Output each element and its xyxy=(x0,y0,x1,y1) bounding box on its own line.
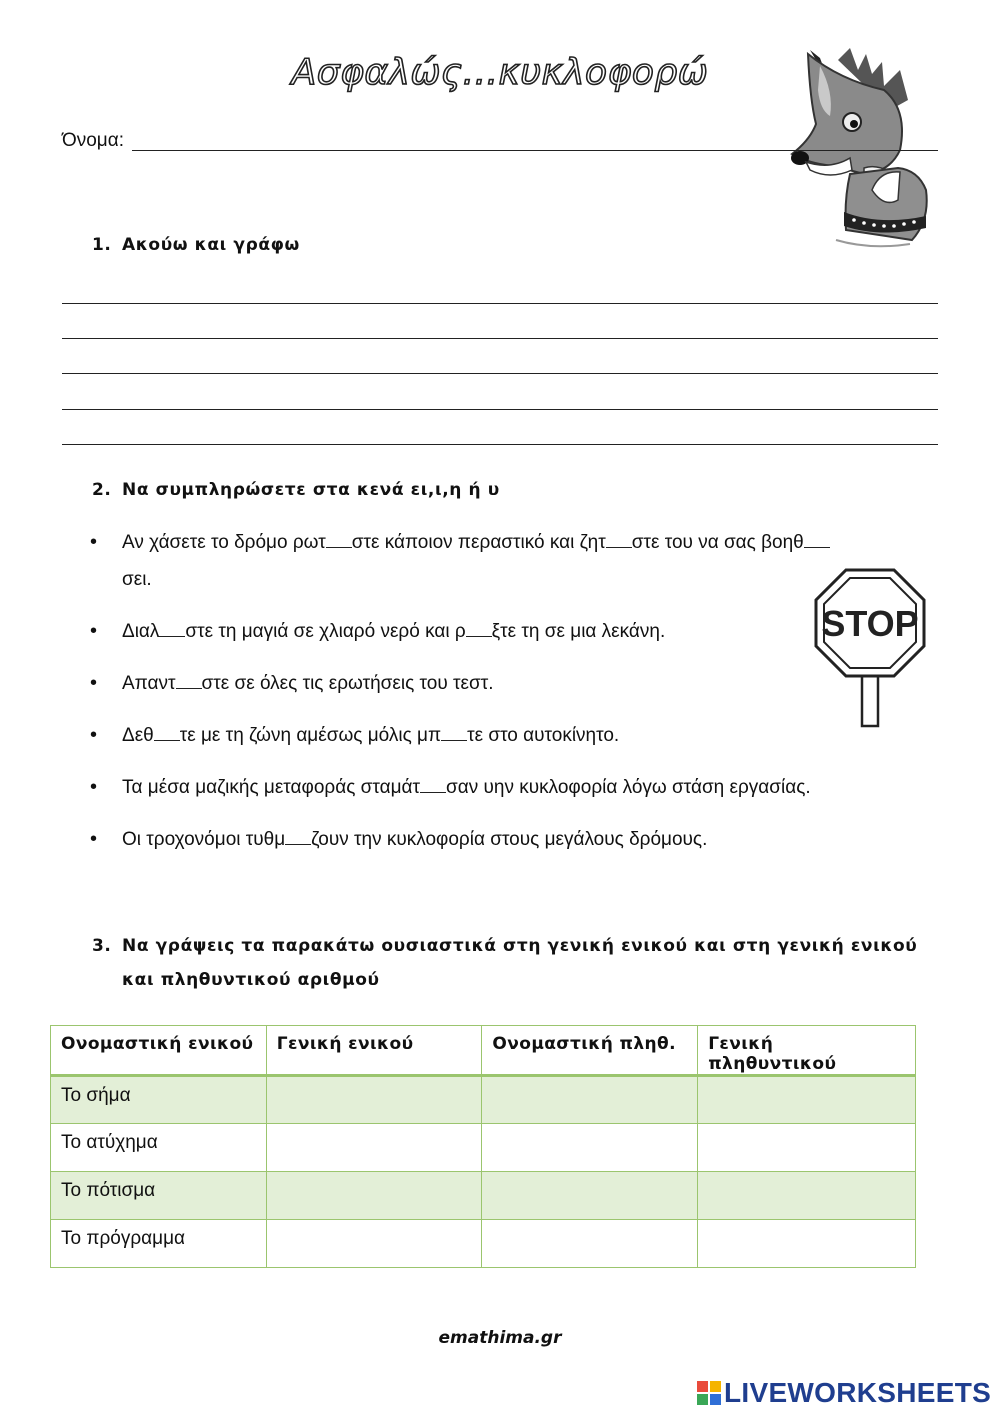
blank-gap[interactable] xyxy=(326,531,352,548)
brand-text: LIVEWORKSHEETS xyxy=(724,1377,992,1408)
list-item: • Δεθ τε με τη ζώνη αμέσως μόλις μπ τε στο αυτοκίνητο. xyxy=(90,717,930,754)
worksheet-title: Ασφαλώς...κυκλοφορώ xyxy=(291,52,709,93)
answer-cell[interactable] xyxy=(482,1220,698,1268)
table-row xyxy=(51,1172,916,1220)
fill-in-list xyxy=(90,524,930,858)
name-label: Όνομα: xyxy=(62,130,124,151)
nouns-table xyxy=(50,1025,916,1268)
table-header-row xyxy=(51,1026,916,1076)
answer-cell[interactable] xyxy=(482,1124,698,1172)
answer-cell[interactable] xyxy=(482,1076,698,1124)
column-header: Ονομαστική πληθ. xyxy=(482,1026,698,1076)
list-item: • Διαλ στε τη μαγιά σε χλιαρό νερό και ρ ξτε τη σε μια λεκάνη. xyxy=(90,613,930,650)
answer-cell[interactable] xyxy=(698,1124,916,1172)
stop-sign-text: STOP xyxy=(821,603,919,644)
list-item: • Οι τροχονόμοι τυθμ ζουν την κυκλοφορία στους μεγάλους δρόμους. xyxy=(90,821,930,858)
fox-illustration xyxy=(780,40,940,252)
noun-cell: Το σήμα xyxy=(51,1076,267,1124)
column-header: Ονομαστική ενικού xyxy=(51,1026,267,1076)
blank-gap[interactable] xyxy=(285,828,311,845)
footer-site: emathima.gr xyxy=(438,1328,562,1348)
writing-line[interactable] xyxy=(62,409,938,410)
section1-heading xyxy=(92,235,300,255)
noun-cell: Το πότισμα xyxy=(51,1172,267,1220)
section2-heading xyxy=(92,480,500,500)
list-item: • Αν χάσετε το δρόμο ρωτ στε κάποιον περαστικό και ζητ στε του να σας βοηθσει. xyxy=(90,524,858,598)
list-item: • Τα μέσα μαζικής μεταφοράς σταμάτ σαν υην κυκλοφορία λόγω στάση εργασίας. xyxy=(90,769,930,806)
liveworksheets-logo-icon xyxy=(697,1381,721,1405)
list-item: • Απαντ στε σε όλες τις ερωτήσεις του τεστ. xyxy=(90,665,930,702)
section3-title-line1: Να γράψεις τα παρακάτω ουσιαστικά στη γενική ενικού και στη γενική ενικού xyxy=(122,936,918,956)
stop-sign-illustration xyxy=(812,566,928,732)
name-input-line[interactable] xyxy=(132,150,938,151)
table-row xyxy=(51,1220,916,1268)
answer-cell[interactable] xyxy=(266,1124,482,1172)
blank-gap[interactable] xyxy=(606,531,632,548)
answer-cell[interactable] xyxy=(698,1172,916,1220)
section1-number: 1. xyxy=(92,235,112,255)
blank-gap[interactable] xyxy=(441,724,467,741)
section3-number: 3. xyxy=(92,936,112,956)
column-header: Γενική ενικού xyxy=(266,1026,482,1076)
writing-line[interactable] xyxy=(62,303,938,304)
section2-title: Να συμπληρώσετε στα κενά ει,ι,η ή υ xyxy=(122,480,500,500)
section2-number: 2. xyxy=(92,480,112,500)
answer-cell[interactable] xyxy=(266,1172,482,1220)
blank-gap[interactable] xyxy=(466,620,492,637)
column-header: Γενική πληθυντικού xyxy=(698,1026,916,1076)
noun-cell: Το ατύχημα xyxy=(51,1124,267,1172)
noun-cell: Το πρόγραμμα xyxy=(51,1220,267,1268)
blank-gap[interactable] xyxy=(159,620,185,637)
writing-line[interactable] xyxy=(62,373,938,374)
table-row xyxy=(51,1076,916,1124)
writing-line[interactable] xyxy=(62,444,938,445)
blank-gap[interactable] xyxy=(420,776,446,793)
blank-gap[interactable] xyxy=(176,672,202,689)
liveworksheets-brand[interactable] xyxy=(697,1377,991,1409)
section3-heading xyxy=(92,929,922,997)
section1-title: Ακούω και γράφω xyxy=(122,235,300,255)
table-row xyxy=(51,1124,916,1172)
answer-cell[interactable] xyxy=(482,1172,698,1220)
answer-cell[interactable] xyxy=(266,1220,482,1268)
section3-title-line2: και πληθυντικού αριθμού xyxy=(122,970,380,990)
answer-cell[interactable] xyxy=(698,1076,916,1124)
answer-cell[interactable] xyxy=(266,1076,482,1124)
blank-gap[interactable] xyxy=(804,531,830,548)
answer-cell[interactable] xyxy=(698,1220,916,1268)
blank-gap[interactable] xyxy=(154,724,180,741)
writing-line[interactable] xyxy=(62,338,938,339)
